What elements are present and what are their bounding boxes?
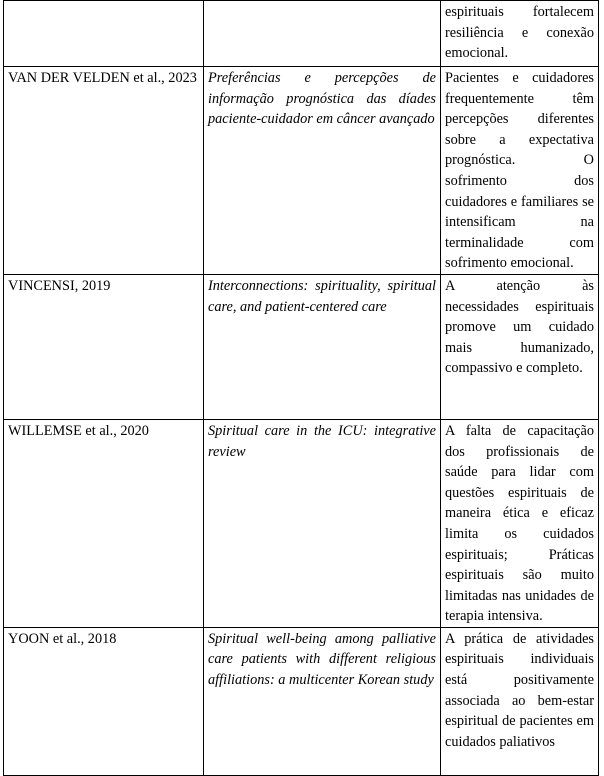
finding-cell: A prática de atividades espirituais individuais está positivamente associada ao bem-estar espiritual de pacientes em cuidados paliativos [441,627,599,775]
author-cell: YOON et al., 2018 [4,627,204,775]
author-cell [4,1,204,67]
table-row [4,67,599,275]
title-cell: Spiritual care in the ICU: integrative review [204,419,441,627]
title-cell: Spiritual well-being among palliative care patients with different religious affiliations: a multicenter Korean study [204,627,441,775]
table-row [4,274,599,419]
title-cell: Interconnections: spirituality, spiritual care, and patient-centered care [204,274,441,419]
finding-cell: A falta de capacitação dos profissionais de saúde para lidar com questões espirituais de maneira ética e eficaz limita os cuidados espirituais; Práticas espirituais são muito limitadas nas unidades de terapia intensiva. [441,419,599,627]
table-row [4,1,599,67]
finding-cell: A atenção às necessidades espirituais promove um cuidado mais humanizado, compassivo e completo. [441,274,599,419]
author-cell: VAN DER VELDEN et al., 2023 [4,67,204,275]
title-cell [204,1,441,67]
table-row [4,419,599,627]
literature-review-table [3,0,599,776]
author-cell: VINCENSI, 2019 [4,274,204,419]
finding-cell: espirituais fortalecem resiliência e conexão emocional. [441,1,599,67]
table-row [4,627,599,775]
title-cell: Preferências e percepções de informação prognóstica das díades paciente-cuidador em câncer avançado [204,67,441,275]
author-cell: WILLEMSE et al., 2020 [4,419,204,627]
finding-cell: Pacientes e cuidadores frequentemente têm percepções diferentes sobre a expectativa prognóstica. O sofrimento dos cuidadores e familiares se intensificam na terminalidade com sofrimento emocional. [441,67,599,275]
